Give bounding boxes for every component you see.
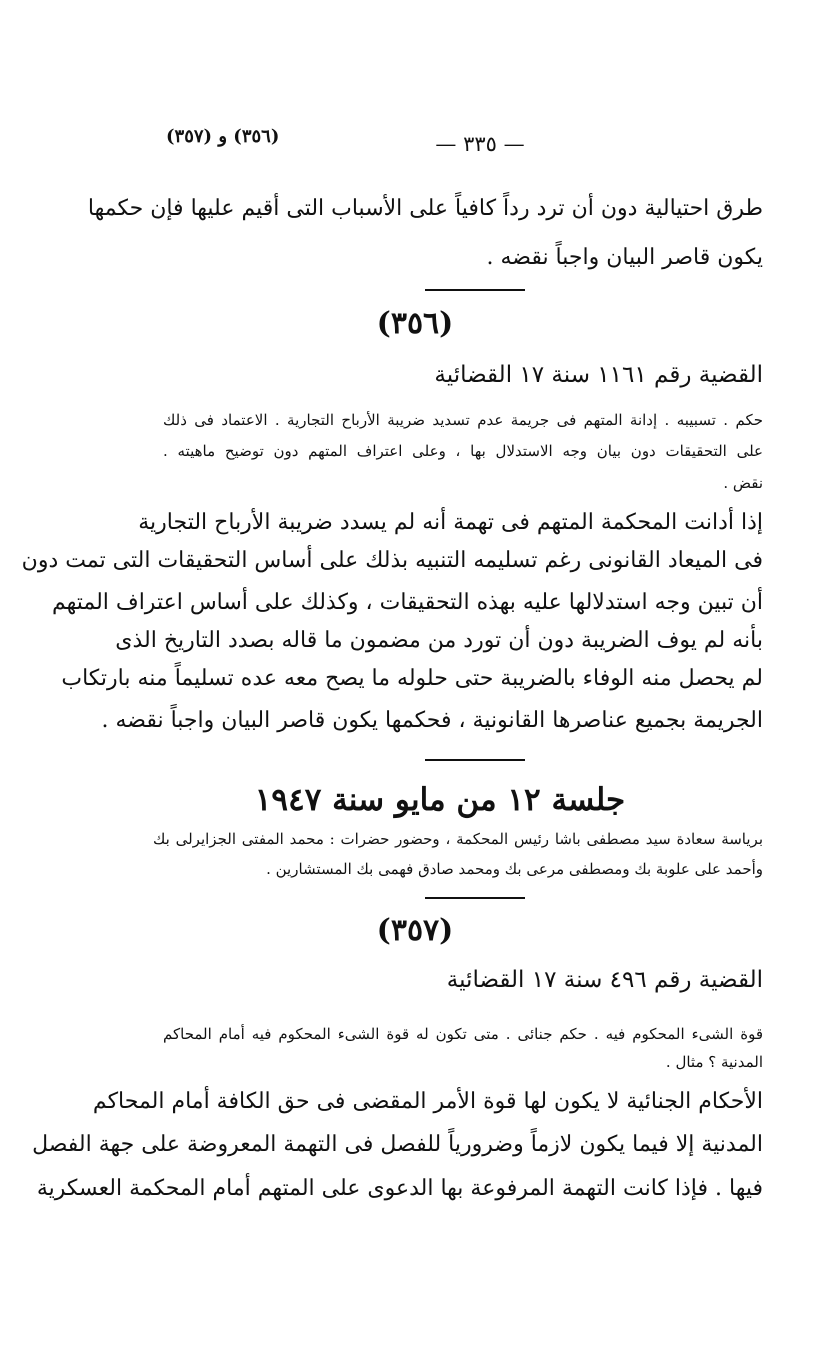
- case-356-body-line: فى الميعاد القانونى رغم تسليمه التنبيه بذلك على أساس التحقيقات التى تمت دون: [21, 548, 763, 573]
- case-356-summary-line: نقض .: [723, 474, 763, 492]
- case-number-356: (٣٥٦): [376, 306, 454, 341]
- case-title-356: القضية رقم ١١٦١ سنة ١٧ القضائية: [434, 362, 763, 388]
- separator: [425, 289, 525, 291]
- case-356-body-line: لم يحصل منه الوفاء بالضريبة حتى حلوله ما يصح معه عده تسليماً منه بارتكاب: [61, 666, 763, 691]
- case-357-body-line: المدنية إلا فيما يكون لازماً وضرورياً للفصل فى التهمة المعروضة على جهة الفصل: [32, 1132, 763, 1157]
- header-case-refs: (٣٥٦) و (٣٥٧): [166, 126, 280, 147]
- intro-line: طرق احتيالية دون أن ترد رداً كافياً على الأسباب التى أقيم عليها فإن حكمها: [87, 196, 763, 221]
- case-357-body-line: فيها . فإذا كانت التهمة المرفوعة بها الدعوى على المتهم أمام المحكمة العسكرية: [36, 1176, 763, 1201]
- separator: [425, 759, 525, 761]
- case-number-357: (٣٥٧): [376, 913, 454, 948]
- sitting-presidency-line: برياسة سعادة سيد مصطفى باشا رئيس المحكمة ، وحضور حضرات : محمد المفتى الجزايرلى بك: [153, 830, 763, 848]
- separator: [425, 897, 525, 899]
- sitting-title: جلسة ١٢ من مايو سنة ١٩٤٧: [254, 782, 626, 818]
- case-356-summary-line: على التحقيقات دون بيان وجه الاستدلال بها ، وعلى اعتراف المتهم دون توضيح ماهيته .: [163, 442, 763, 460]
- page-number: — ٣٣٥ —: [435, 132, 525, 156]
- case-357-summary-line: المدنية ؟ مثال .: [665, 1053, 763, 1071]
- sitting-presidency-line: وأحمد على علوبة بك ومصطفى مرعى بك ومحمد صادق فهمى بك المستشارين .: [266, 860, 763, 878]
- case-357-summary-line: قوة الشىء المحكوم فيه . حكم جنائى . متى تكون له قوة الشىء المحكوم فيه أمام المحاكم: [163, 1025, 763, 1043]
- intro-line: يكون قاصر البيان واجباً نقضه .: [486, 245, 763, 270]
- case-356-body-line: الجريمة بجميع عناصرها القانونية ، فحكمها يكون قاصر البيان واجباً نقضه .: [101, 708, 763, 733]
- case-357-body-line: الأحكام الجنائية لا يكون لها قوة الأمر المقضى فى حق الكافة أمام المحاكم: [92, 1089, 763, 1114]
- case-356-body-line: بأنه لم يوف الضريبة دون أن تورد من مضمون ما قاله بصدد التاريخ الذى: [115, 628, 763, 653]
- case-356-body-line: إذا أدانت المحكمة المتهم فى تهمة أنه لم يسدد ضريبة الأرباح التجارية: [138, 510, 763, 535]
- case-356-summary-line: حكم . تسبيبه . إدانة المتهم فى جريمة عدم تسديد ضريبة الأرباح التجارية . الاعتماد فى ذلك: [163, 411, 763, 429]
- case-title-357: القضية رقم ٤٩٦ سنة ١٧ القضائية: [446, 967, 763, 993]
- case-356-body-line: أن تبين وجه استدلالها عليه بهذه التحقيقات ، وكذلك على أساس اعتراف المتهم: [51, 590, 763, 615]
